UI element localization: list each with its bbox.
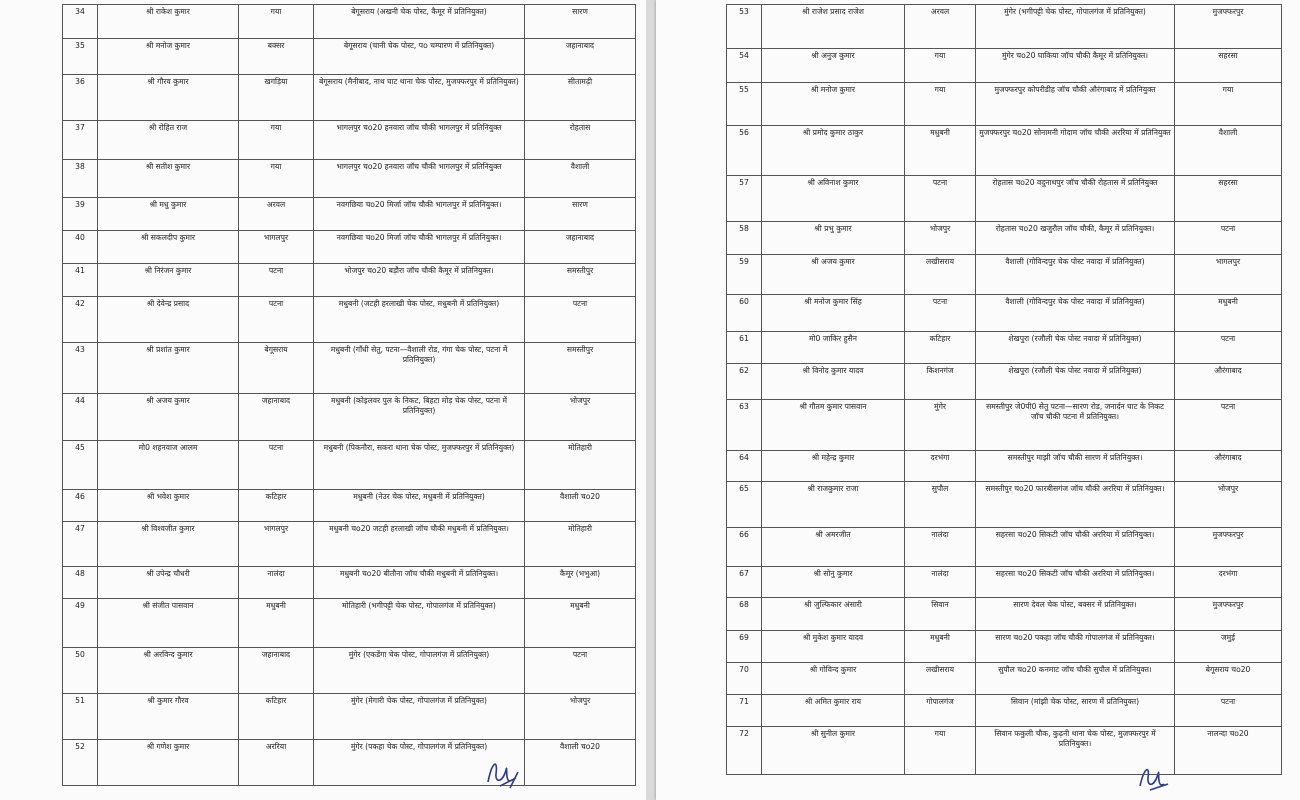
serial-number-cell: 35 bbox=[63, 39, 98, 75]
posting-cell: मुंगेर चo20 घाकिया जॉच चौकी कैमूर में प्रतिनियुक्त। bbox=[976, 49, 1175, 83]
new-posting-cell: मधुबनी bbox=[525, 599, 636, 648]
posting-cell: शेखपुरा (रजौली चेक पोस्ट नवादा में प्रतिनियुक्त) bbox=[976, 364, 1175, 400]
officer-name-cell: श्री सोनु कुमार bbox=[762, 567, 905, 598]
serial-number-cell: 58 bbox=[727, 222, 762, 255]
new-posting-cell: औरंगाबाद bbox=[1175, 451, 1282, 482]
home-district-cell: मधुबनी bbox=[239, 599, 314, 648]
home-district-cell: गया bbox=[239, 160, 314, 198]
home-district-cell: बक्सर bbox=[239, 39, 314, 75]
serial-number-cell: 71 bbox=[727, 695, 762, 727]
posting-cell: सुपौल चo20 कनमाट जॉच चौकी सुपौल में प्रतिनियुक्त। bbox=[976, 663, 1175, 695]
table-row bbox=[63, 740, 636, 786]
table-row bbox=[63, 5, 636, 39]
new-posting-cell: गया bbox=[1175, 83, 1282, 126]
posting-cell: नवगछिया चo20 मिर्जा जॉच चौकी भागलपुर में प्रतिनियुक्त। bbox=[314, 198, 525, 231]
officer-name-cell: मो0 शहनवाज आलम bbox=[98, 441, 239, 490]
officer-name-cell: श्री अमित कुमार राय bbox=[762, 695, 905, 727]
serial-number-cell: 40 bbox=[63, 231, 98, 264]
officer-name-cell: श्री प्रमोद कुमार ठाकुर bbox=[762, 126, 905, 176]
new-posting-cell: सारण bbox=[525, 198, 636, 231]
home-district-cell: पटना bbox=[239, 264, 314, 297]
table-row bbox=[63, 160, 636, 198]
home-district-cell: गया bbox=[239, 121, 314, 160]
home-district-cell: नालंदा bbox=[239, 567, 314, 599]
new-posting-cell: वैशाली bbox=[1175, 126, 1282, 176]
new-posting-cell: सीतामढ़ी bbox=[525, 75, 636, 121]
home-district-cell: मधुबनी bbox=[905, 631, 976, 663]
officer-name-cell: श्री मनोज कुमार सिंह bbox=[762, 295, 905, 332]
serial-number-cell: 36 bbox=[63, 75, 98, 121]
table-row bbox=[727, 332, 1282, 364]
serial-number-cell: 53 bbox=[727, 5, 762, 49]
posting-cell: नवगछिया चo20 मिर्जा जॉच चौकी भागलपुर में प्रतिनियुक्त। bbox=[314, 231, 525, 264]
table-row bbox=[727, 222, 1282, 255]
serial-number-cell: 64 bbox=[727, 451, 762, 482]
officer-name-cell: श्री अजय कुमार bbox=[98, 394, 239, 441]
table-row bbox=[727, 631, 1282, 663]
posting-cell: वैशाली (गोविन्दपुर चेक पोस्ट नवादा में प्रतिनियुक्त) bbox=[976, 255, 1175, 295]
new-posting-cell: नालन्दा चo20 bbox=[1175, 727, 1282, 775]
table-row bbox=[63, 231, 636, 264]
new-posting-cell: पटना bbox=[1175, 695, 1282, 727]
posting-cell: मधुबनी चo20 बीतौना जॉच चौकी मधुबनी में प्रतिनियुक्त। bbox=[314, 567, 525, 599]
officer-name-cell: श्री सतीश कुमार bbox=[98, 160, 239, 198]
new-posting-cell: मधुबनी bbox=[1175, 295, 1282, 332]
home-district-cell: खगड़िया bbox=[239, 75, 314, 121]
home-district-cell: पटना bbox=[239, 297, 314, 343]
officer-name-cell: श्री भवेश कुमार bbox=[98, 490, 239, 522]
officer-name-cell: श्री रोहित राज bbox=[98, 121, 239, 160]
serial-number-cell: 37 bbox=[63, 121, 98, 160]
officer-name-cell: श्री विनोद कुमार यादव bbox=[762, 364, 905, 400]
home-district-cell: गया bbox=[905, 727, 976, 775]
posting-cell: मोतिहारी (भगीपट्टी चेक पोस्ट, गोपालगंज में प्रतिनियुक्त) bbox=[314, 599, 525, 648]
table-row bbox=[727, 400, 1282, 451]
table-row bbox=[63, 648, 636, 694]
table-row bbox=[727, 255, 1282, 295]
officer-name-cell: श्री अविनाश कुमार bbox=[762, 176, 905, 222]
serial-number-cell: 72 bbox=[727, 727, 762, 775]
serial-number-cell: 67 bbox=[727, 567, 762, 598]
officer-name-cell: श्री जुल्फिकार अंसारी bbox=[762, 598, 905, 631]
posting-cell: वैशाली (गोविन्दपुर चेक पोस्ट नवादा में प्रतिनियुक्त) bbox=[976, 295, 1175, 332]
officer-name-cell: श्री अरविन्द कुमार bbox=[98, 648, 239, 694]
serial-number-cell: 57 bbox=[727, 176, 762, 222]
serial-number-cell: 42 bbox=[63, 297, 98, 343]
posting-cell: मुंगेर (मेगारी चेक पोस्ट, गोपालगंज में प्रतिनियुक्त) bbox=[314, 694, 525, 740]
serial-number-cell: 63 bbox=[727, 400, 762, 451]
table-row bbox=[727, 663, 1282, 695]
serial-number-cell: 43 bbox=[63, 343, 98, 394]
table-row bbox=[727, 598, 1282, 631]
home-district-cell: सिवान bbox=[905, 598, 976, 631]
new-posting-cell: कैमूर (भभुआ) bbox=[525, 567, 636, 599]
home-district-cell: गोपालगंज bbox=[905, 695, 976, 727]
serial-number-cell: 47 bbox=[63, 522, 98, 567]
officer-name-cell: श्री गौतम कुमार पासवान bbox=[762, 400, 905, 451]
home-district-cell: बेगूसराय bbox=[239, 343, 314, 394]
serial-number-cell: 52 bbox=[63, 740, 98, 786]
new-posting-cell: सहरसा bbox=[1175, 176, 1282, 222]
table-row bbox=[727, 528, 1282, 567]
posting-cell: सहरसा चo20 सिकटी जॉच चौकी अररिया में प्रतिनियुक्त। bbox=[976, 528, 1175, 567]
home-district-cell: अरवल bbox=[239, 198, 314, 231]
officer-name-cell: श्री विश्वजीत कुमार bbox=[98, 522, 239, 567]
officer-name-cell: श्री गौरव कुमार bbox=[98, 75, 239, 121]
home-district-cell: जहानाबाद bbox=[239, 648, 314, 694]
new-posting-cell: समस्तीपुर bbox=[525, 264, 636, 297]
posting-cell: मधुबनी (नेउर चेक पोस्ट, मधुबनी में प्रतिनियुक्त) bbox=[314, 490, 525, 522]
new-posting-cell: पटना bbox=[525, 648, 636, 694]
new-posting-cell: वैशाली bbox=[525, 160, 636, 198]
serial-number-cell: 70 bbox=[727, 663, 762, 695]
table-row bbox=[727, 176, 1282, 222]
officer-name-cell: श्री मुकेश कुमार यादव bbox=[762, 631, 905, 663]
new-posting-cell: बेगूसराय चo20 bbox=[1175, 663, 1282, 695]
posting-cell: समस्तीपुर जे0पी0 सेतु पटना—सारण रोड, जनार्दन घाट के निकट जॉच चौकी पटना में प्रतिनियुक्त। bbox=[976, 400, 1175, 451]
serial-number-cell: 54 bbox=[727, 49, 762, 83]
posting-cell: मधुबनी चo20 जटही हरलाखी जॉच चौकी मधुबनी में प्रतिनियुक्त। bbox=[314, 522, 525, 567]
serial-number-cell: 65 bbox=[727, 482, 762, 528]
posting-cell: रोहतास चo20 खजुरौल जॉच चौकी, कैमूर में प्रतिनियुक्त। bbox=[976, 222, 1175, 255]
officer-name-cell: श्री निरंजन कुमार bbox=[98, 264, 239, 297]
officer-name-cell: श्री अजय कुमार bbox=[762, 255, 905, 295]
posting-cell: समस्तीपुर चo20 फारबीसगंज जॉच चौकी अररिया में प्रतिनियुक्त। bbox=[976, 482, 1175, 528]
table-row bbox=[727, 5, 1282, 49]
officer-name-cell: श्री गोविन्द कुमार bbox=[762, 663, 905, 695]
new-posting-cell: पटना bbox=[1175, 332, 1282, 364]
posting-cell: मुंगेर (एकडेंगा चेक पोस्ट, गोपालगंज में प्रतिनियुक्त) bbox=[314, 648, 525, 694]
serial-number-cell: 60 bbox=[727, 295, 762, 332]
officer-name-cell: श्री कुमार गौरव bbox=[98, 694, 239, 740]
officer-name-cell: श्री अमरजीत bbox=[762, 528, 905, 567]
home-district-cell: पटना bbox=[239, 441, 314, 490]
home-district-cell: कटिहार bbox=[239, 694, 314, 740]
table-row bbox=[63, 441, 636, 490]
table-row bbox=[727, 295, 1282, 332]
officer-name-cell: श्री अनुज कुमार bbox=[762, 49, 905, 83]
home-district-cell: गया bbox=[905, 83, 976, 126]
table-row bbox=[63, 297, 636, 343]
table-row bbox=[727, 49, 1282, 83]
signature-left bbox=[482, 752, 524, 792]
posting-cell: सिवान (मांझी चेक पोस्ट, सारण में प्रतिनियुक्त) bbox=[976, 695, 1175, 727]
table-row bbox=[63, 198, 636, 231]
table-row bbox=[63, 490, 636, 522]
table-row bbox=[727, 83, 1282, 126]
serial-number-cell: 68 bbox=[727, 598, 762, 631]
home-district-cell: अररिया bbox=[239, 740, 314, 786]
posting-cell: बेगूसराय (मैनीबाद, नाथ घाट थाना चेक पोस्ट, मुजफ्फरपुर में प्रतिनियुक्त) bbox=[314, 75, 525, 121]
new-posting-cell: जहानाबाद bbox=[525, 231, 636, 264]
officer-name-cell: श्री महेन्द्र कुमार bbox=[762, 451, 905, 482]
officer-name-cell: श्री राजेश प्रसाद राजेश bbox=[762, 5, 905, 49]
officer-name-cell: श्री सुनील कुमार bbox=[762, 727, 905, 775]
table-row bbox=[727, 567, 1282, 598]
table-row bbox=[63, 75, 636, 121]
table-row bbox=[63, 343, 636, 394]
left-page bbox=[0, 0, 646, 800]
home-district-cell: लखीसराय bbox=[905, 663, 976, 695]
new-posting-cell: सारण bbox=[525, 5, 636, 39]
posting-cell: भोजपुर चo20 बड़ौरा जॉच चौकी कैमूर में प्रतिनियुक्त। bbox=[314, 264, 525, 297]
new-posting-cell: सहरसा bbox=[1175, 49, 1282, 83]
new-posting-cell: समस्तीपुर bbox=[525, 343, 636, 394]
new-posting-cell: पटना bbox=[1175, 400, 1282, 451]
table-row bbox=[63, 599, 636, 648]
serial-number-cell: 41 bbox=[63, 264, 98, 297]
page-gutter bbox=[646, 0, 656, 800]
transfer-table-right bbox=[726, 4, 1282, 775]
serial-number-cell: 50 bbox=[63, 648, 98, 694]
serial-number-cell: 69 bbox=[727, 631, 762, 663]
home-district-cell: दरभंगा bbox=[905, 451, 976, 482]
serial-number-cell: 46 bbox=[63, 490, 98, 522]
new-posting-cell: मुजफ्फरपुर bbox=[1175, 5, 1282, 49]
table-row bbox=[727, 451, 1282, 482]
table-row bbox=[727, 727, 1282, 775]
table-row bbox=[727, 695, 1282, 727]
officer-name-cell: श्री राजकुमार राजा bbox=[762, 482, 905, 528]
posting-cell: मधुबनी (पिकनौरा, सकरा थाना चेक पोस्ट, मुजफ्फरपुर में प्रतिनियुक्त) bbox=[314, 441, 525, 490]
posting-cell: मुजफ्फरपुर चo20 सोनामनी गोदाम जॉच चौकी अररिया में प्रतिनियुक्त bbox=[976, 126, 1175, 176]
new-posting-cell: मोतिहारी bbox=[525, 441, 636, 490]
table-row bbox=[63, 121, 636, 160]
table-row bbox=[63, 394, 636, 441]
home-district-cell: नालंदा bbox=[905, 528, 976, 567]
officer-name-cell: श्री गणेश कुमार bbox=[98, 740, 239, 786]
officer-name-cell: श्री प्रशांत कुमार bbox=[98, 343, 239, 394]
posting-cell: सारण चo20 पकहा जॉच चौकी गोपालगंज में प्रतिनियुक्त। bbox=[976, 631, 1175, 663]
posting-cell: रोहतास चo20 वदुनाथपुर जॉच चौकी रोहतास में प्रतिनियुक्त bbox=[976, 176, 1175, 222]
table-row bbox=[727, 482, 1282, 528]
officer-name-cell: श्री प्रभु कुमार bbox=[762, 222, 905, 255]
new-posting-cell: मुजफ्फरपुर bbox=[1175, 598, 1282, 631]
officer-name-cell: मो0 जाकिर हुसैन bbox=[762, 332, 905, 364]
serial-number-cell: 45 bbox=[63, 441, 98, 490]
transfer-table-left bbox=[62, 4, 636, 786]
new-posting-cell: मोतिहारी bbox=[525, 522, 636, 567]
home-district-cell: मुंगेर bbox=[905, 400, 976, 451]
posting-cell: मुजफ्फरपुर कोपरीडीह जॉच चौकी औरंगाबाद में प्रतिनियुक्त bbox=[976, 83, 1175, 126]
posting-cell: बेगूसराय (अखनी चेक पोस्ट, कैमूर में प्रतिनियुक्त) bbox=[314, 5, 525, 39]
home-district-cell: नालंदा bbox=[905, 567, 976, 598]
table-row bbox=[63, 39, 636, 75]
home-district-cell: पटना bbox=[905, 295, 976, 332]
posting-cell: शेखपुरा (रजौली चेक पोस्ट नवादा में प्रतिनियुक्त) bbox=[976, 332, 1175, 364]
home-district-cell: लखीसराय bbox=[905, 255, 976, 295]
table-row bbox=[727, 126, 1282, 176]
officer-name-cell: श्री उपेन्द्र चौधरी bbox=[98, 567, 239, 599]
new-posting-cell: जहानाबाद bbox=[525, 39, 636, 75]
officer-name-cell: श्री मनोज कुमार bbox=[762, 83, 905, 126]
serial-number-cell: 34 bbox=[63, 5, 98, 39]
posting-cell: समस्तीपुर माझी जॉच चौकी सारण में प्रतिनियुक्त। bbox=[976, 451, 1175, 482]
new-posting-cell: भागलपुर bbox=[1175, 255, 1282, 295]
officer-name-cell: श्री सकलदीप कुमार bbox=[98, 231, 239, 264]
table-row bbox=[63, 522, 636, 567]
home-district-cell: भागलपुर bbox=[239, 522, 314, 567]
home-district-cell: अरवल bbox=[905, 5, 976, 49]
new-posting-cell: वैशाली चo20 bbox=[525, 740, 636, 786]
posting-cell: सिवान फकुली चौक, कुढ़नी थाना चेक पोस्ट, मुजफ्फरपुर में प्रतिनियुक्त। bbox=[976, 727, 1175, 775]
serial-number-cell: 39 bbox=[63, 198, 98, 231]
home-district-cell: मधुबनी bbox=[905, 126, 976, 176]
posting-cell: मधुबनी (गाँधी सेतु, पटना—वैशाली रोड, गंगा चेक पोस्ट, पटना में प्रतिनियुक्त) bbox=[314, 343, 525, 394]
home-district-cell: जहानाबाद bbox=[239, 394, 314, 441]
home-district-cell: भागलपुर bbox=[239, 231, 314, 264]
posting-cell: मुंगेर (पकहा चेक पोस्ट, गोपालगंज में प्रतिनियुक्त) bbox=[314, 740, 525, 786]
posting-cell: सारण देवल चेक पोस्ट, बक्सर में प्रतिनियुक्त। bbox=[976, 598, 1175, 631]
serial-number-cell: 61 bbox=[727, 332, 762, 364]
serial-number-cell: 55 bbox=[727, 83, 762, 126]
new-posting-cell: पटना bbox=[525, 297, 636, 343]
new-posting-cell: वैशाली चo20 bbox=[525, 490, 636, 522]
new-posting-cell: भोजपुर bbox=[525, 694, 636, 740]
new-posting-cell: भोजपुर bbox=[525, 394, 636, 441]
posting-cell: बेगूसराय (चानी चेक पोस्ट, पo चम्पारण में प्रतिनियुक्त) bbox=[314, 39, 525, 75]
new-posting-cell: औरंगाबाद bbox=[1175, 364, 1282, 400]
home-district-cell: भोजपुर bbox=[905, 222, 976, 255]
home-district-cell: किशनगंज bbox=[905, 364, 976, 400]
serial-number-cell: 66 bbox=[727, 528, 762, 567]
new-posting-cell: मुजफ्फरपुर bbox=[1175, 528, 1282, 567]
posting-cell: भागलपुर चo20 हनवारा जॉच चौकी भागलपुर में प्रतिनियुक्त bbox=[314, 160, 525, 198]
officer-name-cell: श्री राकेश कुमार bbox=[98, 5, 239, 39]
officer-name-cell: श्री संजीत पासवान bbox=[98, 599, 239, 648]
posting-cell: सहरसा चo20 सिकटी जॉच चौकी अररिया में प्रतिनियुक्त। bbox=[976, 567, 1175, 598]
table-row bbox=[727, 364, 1282, 400]
serial-number-cell: 48 bbox=[63, 567, 98, 599]
officer-name-cell: श्री मनोज कुमार bbox=[98, 39, 239, 75]
new-posting-cell: दरभंगा bbox=[1175, 567, 1282, 598]
home-district-cell: कटिहार bbox=[905, 332, 976, 364]
new-posting-cell: रोहतास bbox=[525, 121, 636, 160]
serial-number-cell: 56 bbox=[727, 126, 762, 176]
home-district-cell: गया bbox=[905, 49, 976, 83]
table-row bbox=[63, 567, 636, 599]
home-district-cell: कटिहार bbox=[239, 490, 314, 522]
home-district-cell: गया bbox=[239, 5, 314, 39]
serial-number-cell: 62 bbox=[727, 364, 762, 400]
new-posting-cell: जमुई bbox=[1175, 631, 1282, 663]
table-row bbox=[63, 264, 636, 297]
serial-number-cell: 44 bbox=[63, 394, 98, 441]
new-posting-cell: भोजपुर bbox=[1175, 482, 1282, 528]
officer-name-cell: श्री मधु कुमार bbox=[98, 198, 239, 231]
posting-cell: मुंगेर (भगीपट्टी चेक पोस्ट, गोपालगंज में प्रतिनियुक्त) bbox=[976, 5, 1175, 49]
table-row bbox=[63, 694, 636, 740]
posting-cell: भागलपुर चo20 हनवारा जॉच चौकी भागलपुर में प्रतिनियुक्त bbox=[314, 121, 525, 160]
serial-number-cell: 49 bbox=[63, 599, 98, 648]
serial-number-cell: 59 bbox=[727, 255, 762, 295]
serial-number-cell: 38 bbox=[63, 160, 98, 198]
home-district-cell: सुपौल bbox=[905, 482, 976, 528]
officer-name-cell: श्री देवेन्द्र प्रसाद bbox=[98, 297, 239, 343]
serial-number-cell: 51 bbox=[63, 694, 98, 740]
posting-cell: मधुबनी (कोइलवर पुल के निकट, बिहटा मोड़ चेक पोस्ट, पटना में प्रतिनियुक्त) bbox=[314, 394, 525, 441]
home-district-cell: पटना bbox=[905, 176, 976, 222]
new-posting-cell: पटना bbox=[1175, 222, 1282, 255]
posting-cell: मधुबनी (जटही हरलाखी चेक पोस्ट, मधुबनी में प्रतिनियुक्त) bbox=[314, 297, 525, 343]
